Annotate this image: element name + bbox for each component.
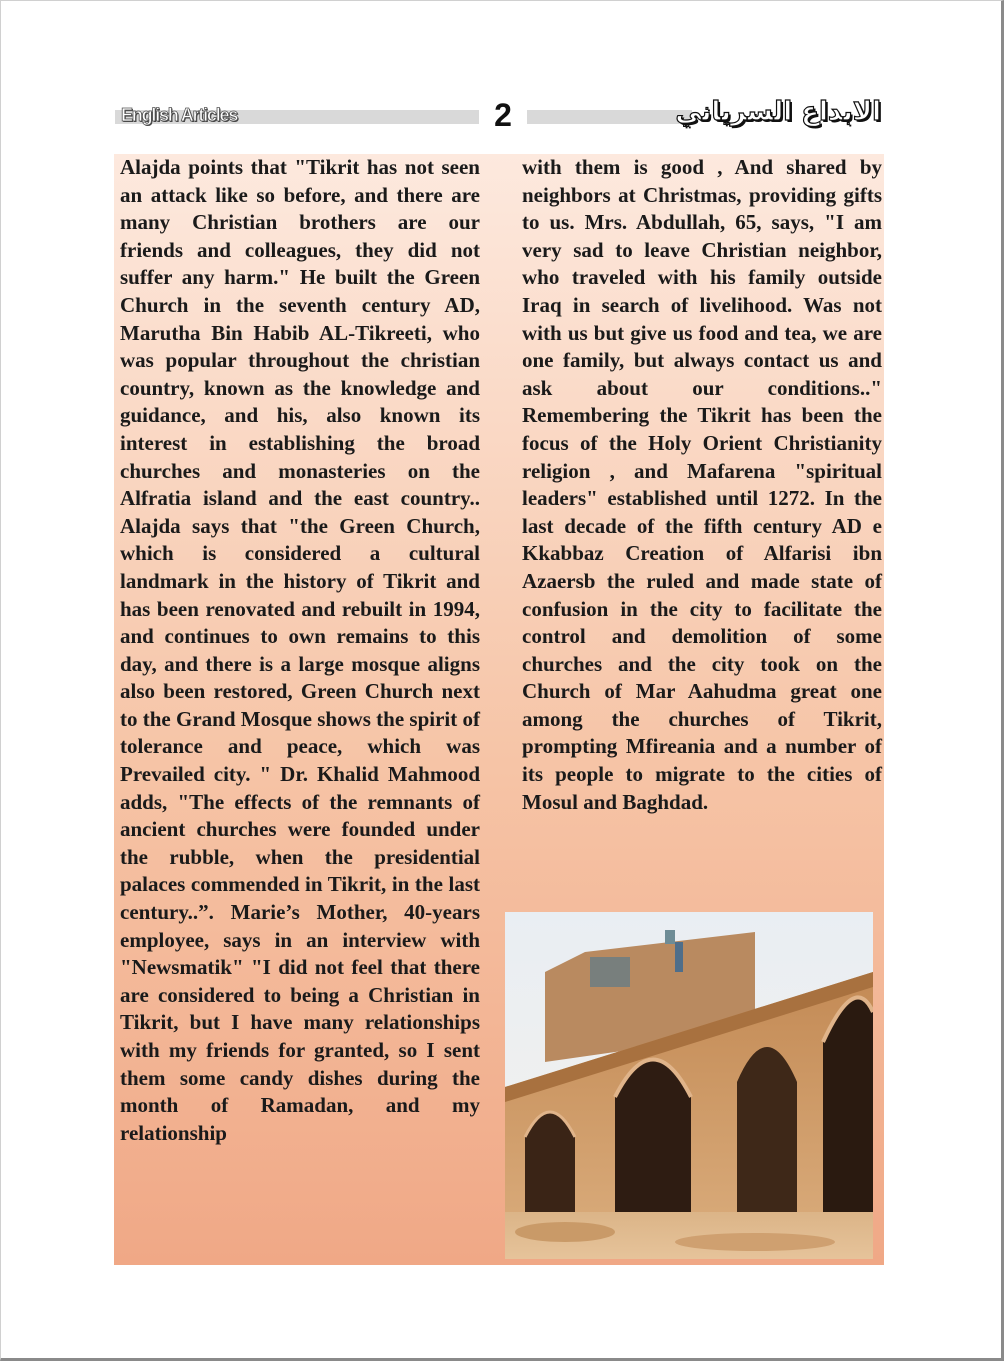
page-number: 2 bbox=[494, 97, 512, 133]
church-arches-image bbox=[505, 912, 873, 1259]
header-rule-right bbox=[527, 110, 692, 124]
magazine-logo: الابداع السرياني bbox=[675, 97, 881, 127]
article-body bbox=[114, 154, 884, 1265]
section-label: English Articles bbox=[121, 105, 238, 125]
article-column-left: Alajda points that "Tikrit has not seen an attack like so before, and there are many Christian brothers are our friends and colleagues, they did not suffer any harm." He built the Green Church in the seventh century AD, Marutha Bin Habib AL-Tikreeti, who was popular throughout the christian country, known as the knowledge and guidance, and his, also known its interest in establishing the broad churches and monasteries on the Alfratia island and the east country.. Alajda says that "the Green Church, which is considered a cultural landmark in the history of Tikrit and has been renovated and rebuilt in 1994, and continues to own remains to this day, and there is a large mosque aligns also been restored, Green Church next to the Grand Mosque shows the spirit of tolerance and peace, which was Prevailed city. " Dr. Khalid Mahmood adds, "The effects of the remnants of ancient churches were founded under the rubble, when the presidential palaces commended in Tikrit, in the last century..”. Marie’s Mother, 40-years employee, says in an interview with "Newsmatik" "I did not feel that there are considered to being a Christian in Tikrit, but I have many relationships with my friends for granted, so I sent them some candy dishes during the month of Ramadan, and my relationship bbox=[120, 155, 480, 1145]
article-column-right: with them is good , And shared by neighbors at Christmas, providing gifts to us. Mrs. Abdullah, 65, says, "I am very sad to leave Christian neighbor, who traveled with his family outside Iraq in search of livelihood. Was not with us but give us food and tea, we are one family, but always contact us and ask about our conditions.." Remembering the Tikrit has been the focus of the Holy Orient Christianity religion , and Mafarena "spiritual leaders" established until 1272. In the last decade of the fifth century AD e Kkabbaz Creation of Alfarisi ibn Azaersb the ruled and made state of confusion in the city to facilitate the control and demolition of some churches and the city took on the Church of Mar Aahudma great one among the churches of Tikrit, prompting Mfireania and a number of its people to migrate to the cities of Mosul and Baghdad. bbox=[522, 155, 882, 814]
green-church-photo bbox=[505, 912, 873, 1259]
